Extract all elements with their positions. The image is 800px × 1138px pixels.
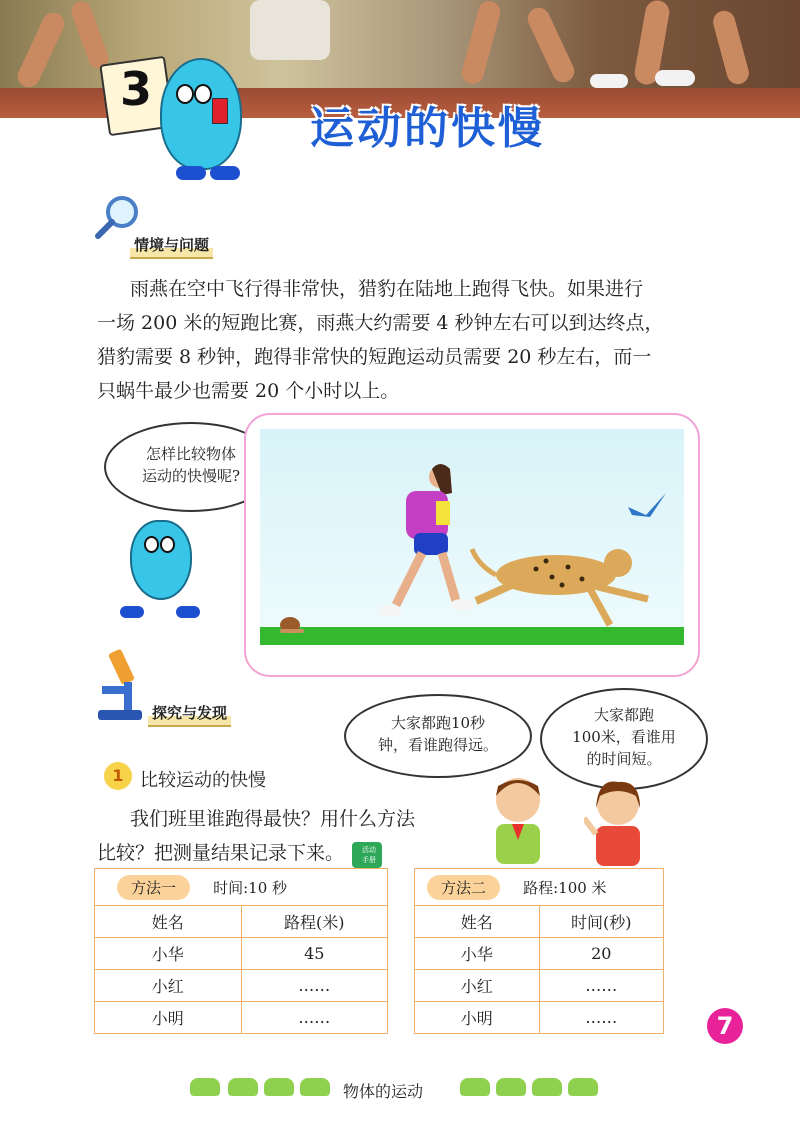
method-label: 方法二 [427, 875, 500, 900]
table-cell: 45 [241, 938, 388, 970]
activity-handbook-icon[interactable] [352, 842, 382, 868]
car-icon [496, 1078, 526, 1096]
intro-line-4: 只蜗牛最少也需要 20 个小时以上。 [97, 380, 400, 402]
speech-bubble-boy [344, 694, 532, 778]
bubble-girl-line-2: 100米，看谁用 [572, 728, 676, 746]
girl-student [584, 778, 646, 864]
table-method-1 [94, 868, 388, 1034]
table-row [95, 1002, 388, 1034]
section-label-situation: 情境与问题 [130, 234, 213, 259]
mascot-eye [176, 84, 194, 104]
car-icon [460, 1078, 490, 1096]
bubble-boy-line-2: 钟，看谁跑得远。 [377, 736, 498, 754]
chapter-title: 运动的快慢 [310, 103, 545, 154]
table-cell: …… [539, 970, 664, 1002]
section-label-explore: 探究与发现 [148, 702, 231, 727]
table-row [415, 1002, 664, 1034]
mascot-shoe [176, 166, 206, 180]
mascot-shoe [120, 606, 144, 618]
mascot-thinking [130, 520, 192, 600]
runner-shoe [590, 74, 628, 88]
swift-bird [628, 493, 666, 517]
mascot-eye [144, 536, 159, 553]
column-header: 时间(秒) [539, 906, 664, 938]
mascot-shoe [210, 166, 240, 180]
table-title-row [95, 869, 388, 906]
table-title-row [415, 869, 664, 906]
method-title: 时间:10 秒 [213, 878, 288, 897]
car-icon [264, 1078, 294, 1096]
car-icon [300, 1078, 330, 1096]
table-cell: 小红 [95, 970, 242, 1002]
method-title: 路程:100 米 [523, 878, 607, 897]
table-cell: …… [241, 970, 388, 1002]
table-cell: …… [539, 1002, 664, 1034]
table-row [95, 938, 388, 970]
footer-unit-title: 物体的运动 [343, 1082, 424, 1101]
activity-text-line-2: 比较？把测量结果记录下来。 [97, 842, 345, 864]
activity-text-line-1: 我们班里谁跑得最快？用什么方法 [130, 808, 416, 830]
table-header-row [415, 906, 664, 938]
runner-leg [459, 0, 502, 86]
car-icon [568, 1078, 598, 1096]
table-cell: …… [241, 1002, 388, 1034]
chapter-number: 3 [120, 62, 153, 116]
runner-shirt [250, 0, 330, 60]
table-row [415, 970, 664, 1002]
table-row [415, 938, 664, 970]
handbook-label-1: 活动 [362, 846, 376, 854]
column-header: 路程(米) [241, 906, 388, 938]
page-number: 7 [707, 1008, 743, 1044]
sprinter-runner [378, 464, 474, 617]
column-header: 姓名 [415, 906, 540, 938]
snail [280, 617, 304, 633]
table-cell: 小华 [95, 938, 242, 970]
table-cell: 小红 [415, 970, 540, 1002]
mascot-shoe [176, 606, 200, 618]
column-header: 姓名 [95, 906, 242, 938]
question-line-1: 怎样比较物体 [145, 445, 236, 463]
table-header-row [95, 906, 388, 938]
bubble-girl-line-3: 的时间短。 [586, 750, 662, 768]
mascot-badge [212, 98, 228, 124]
handbook-label-2: 手册 [362, 856, 376, 864]
table-method-2 [414, 868, 664, 1034]
runner-leg [711, 8, 752, 86]
car-icon [228, 1078, 258, 1096]
intro-line-2: 一场 200 米的短跑比赛，雨燕大约需要 4 秒钟左右可以到达终点， [97, 312, 664, 334]
cheetah [472, 549, 648, 625]
table-cell: 小华 [415, 938, 540, 970]
table-row [95, 970, 388, 1002]
mascot-eye [194, 84, 212, 104]
car-icon [190, 1078, 220, 1096]
question-line-2: 运动的快慢呢? [141, 467, 241, 485]
table-cell: 20 [539, 938, 664, 970]
runner-shoe [655, 70, 695, 86]
bubble-boy-line-1: 大家都跑10秒 [390, 714, 486, 732]
car-icon [532, 1078, 562, 1096]
race-illustration [244, 413, 700, 677]
intro-line-1: 雨燕在空中飞行得非常快，猎豹在陆地上跑得飞快。如果进行 [130, 278, 644, 300]
speech-bubble-girl [540, 688, 708, 790]
table-cell: 小明 [415, 1002, 540, 1034]
mascot-eye [160, 536, 175, 553]
intro-line-3: 猎豹需要 8 秒钟，跑得非常快的短跑运动员需要 20 秒左右，而一 [97, 346, 652, 368]
activity-number-badge: 1 [104, 762, 132, 790]
runner-leg [14, 9, 68, 91]
magnifier-icon [94, 194, 138, 238]
method-label: 方法一 [117, 875, 190, 900]
bubble-girl-line-1: 大家都跑 [593, 706, 654, 724]
boy-student [486, 774, 548, 864]
runner-leg [524, 4, 578, 86]
activity-title: 比较运动的快慢 [140, 770, 266, 791]
table-cell: 小明 [95, 1002, 242, 1034]
runner-leg [69, 0, 112, 71]
mascot-character [160, 58, 242, 170]
microscope-icon [94, 646, 144, 722]
